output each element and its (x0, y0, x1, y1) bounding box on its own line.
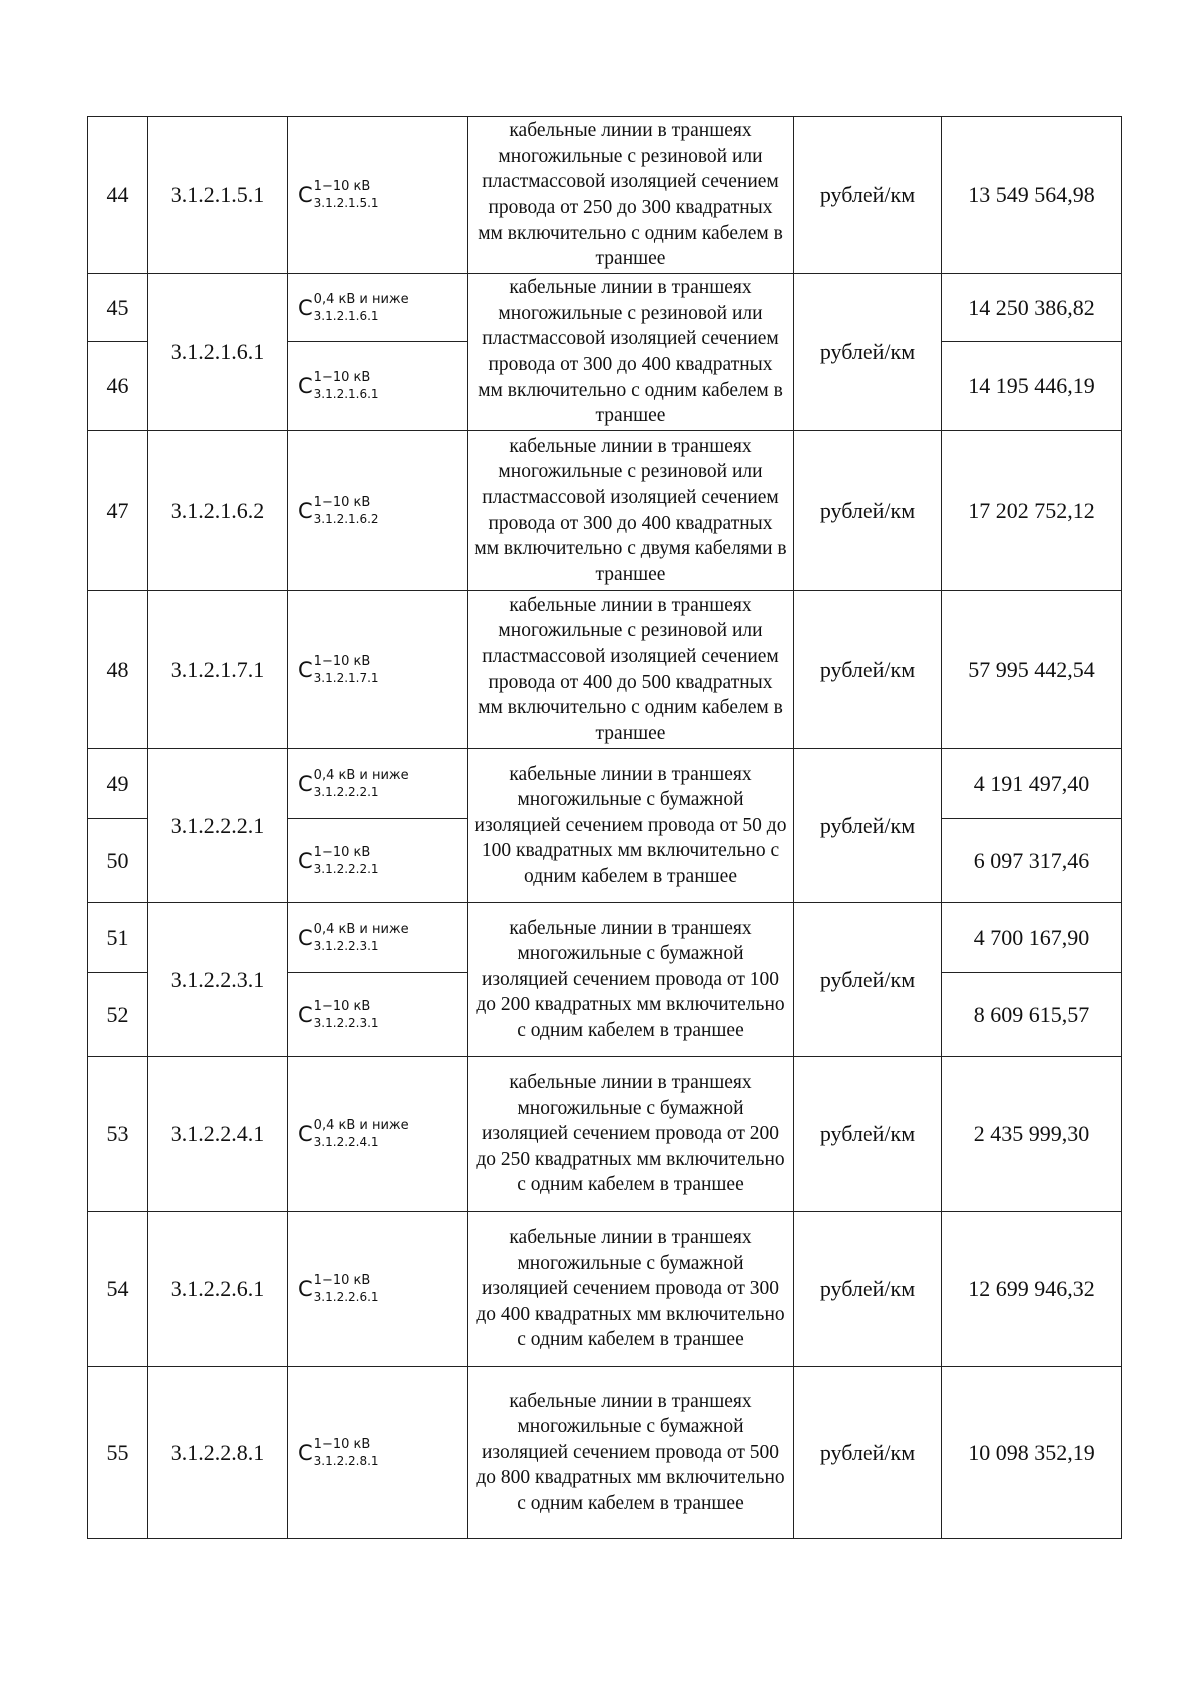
rate-code: 3.1.2.1.5.1 (148, 117, 288, 274)
rate-code: 3.1.2.2.2.1 (148, 749, 288, 903)
tariff-table (87, 116, 1122, 1539)
price: 2 435 999,30 (942, 1057, 1122, 1212)
table-row (88, 1057, 1122, 1212)
price: 12 699 946,32 (942, 1212, 1122, 1367)
price: 4 191 497,40 (942, 749, 1122, 819)
table-row (88, 591, 1122, 749)
row-number: 47 (88, 431, 148, 591)
rate-description: кабельные линии в траншеях многожильные с резиновой или пластмассовой изоляцией сечением провода от 300 до 400 квадратных мм включительно с одним кабелем в траншее (468, 274, 794, 431)
table-row (88, 1212, 1122, 1367)
rate-description: кабельные линии в траншеях многожильные с резиновой или пластмассовой изоляцией сечением провода от 400 до 500 квадратных мм включительно с одним кабелем в траншее (468, 591, 794, 749)
unit: рублей/км (794, 1057, 942, 1212)
rate-symbol: C 0,4 кВ и ниже 3.1.2.2.4.1 (288, 1057, 468, 1212)
rate-symbol: C 1−10 кВ 3.1.2.2.8.1 (288, 1367, 468, 1539)
unit: рублей/км (794, 903, 942, 1057)
price: 17 202 752,12 (942, 431, 1122, 591)
unit: рублей/км (794, 1367, 942, 1539)
table-row (88, 431, 1122, 591)
rate-description: кабельные линии в траншеях многожильные с бумажной изоляцией сечением провода от 100 до 200 квадратных мм включительно с одним кабелем в траншее (468, 903, 794, 1057)
rate-symbol: C 0,4 кВ и ниже 3.1.2.2.2.1 (288, 749, 468, 819)
rate-code: 3.1.2.2.8.1 (148, 1367, 288, 1539)
row-number: 49 (88, 749, 148, 819)
rate-symbol: C 0,4 кВ и ниже 3.1.2.2.3.1 (288, 903, 468, 973)
price: 13 549 564,98 (942, 117, 1122, 274)
row-number: 54 (88, 1212, 148, 1367)
unit: рублей/км (794, 431, 942, 591)
table-row (88, 117, 1122, 274)
unit: рублей/км (794, 274, 942, 431)
rate-symbol: C 1−10 кВ 3.1.2.1.7.1 (288, 591, 468, 749)
row-number: 44 (88, 117, 148, 274)
rate-description: кабельные линии в траншеях многожильные с бумажной изоляцией сечением провода от 50 до 100 квадратных мм включительно с одним кабелем в траншее (468, 749, 794, 903)
row-number: 53 (88, 1057, 148, 1212)
table-row (88, 903, 1122, 973)
unit: рублей/км (794, 117, 942, 274)
table-row (88, 1367, 1122, 1539)
rate-description: кабельные линии в траншеях многожильные с резиновой или пластмассовой изоляцией сечением провода от 300 до 400 квадратных мм включительно с двумя кабелями в траншее (468, 431, 794, 591)
row-number: 55 (88, 1367, 148, 1539)
rate-symbol: C 1−10 кВ 3.1.2.1.6.1 (288, 342, 468, 431)
price: 57 995 442,54 (942, 591, 1122, 749)
rate-code: 3.1.2.1.6.2 (148, 431, 288, 591)
unit: рублей/км (794, 749, 942, 903)
row-number: 50 (88, 819, 148, 903)
price: 10 098 352,19 (942, 1367, 1122, 1539)
unit: рублей/км (794, 1212, 942, 1367)
unit: рублей/км (794, 591, 942, 749)
rate-description: кабельные линии в траншеях многожильные с резиновой или пластмассовой изоляцией сечением провода от 250 до 300 квадратных мм включительно с одним кабелем в траншее (468, 117, 794, 274)
row-number: 51 (88, 903, 148, 973)
rate-symbol: C 1−10 кВ 3.1.2.2.6.1 (288, 1212, 468, 1367)
rate-symbol: C 0,4 кВ и ниже 3.1.2.1.6.1 (288, 274, 468, 342)
price: 14 250 386,82 (942, 274, 1122, 342)
row-number: 52 (88, 973, 148, 1057)
table-row (88, 274, 1122, 342)
price: 8 609 615,57 (942, 973, 1122, 1057)
price: 4 700 167,90 (942, 903, 1122, 973)
row-number: 46 (88, 342, 148, 431)
row-number: 45 (88, 274, 148, 342)
rate-symbol: C 1−10 кВ 3.1.2.1.6.2 (288, 431, 468, 591)
rate-symbol: C 1−10 кВ 3.1.2.2.3.1 (288, 973, 468, 1057)
rate-symbol: C 1−10 кВ 3.1.2.2.2.1 (288, 819, 468, 903)
rate-description: кабельные линии в траншеях многожильные с бумажной изоляцией сечением провода от 300 до 400 квадратных мм включительно с одним кабелем в траншее (468, 1212, 794, 1367)
price: 6 097 317,46 (942, 819, 1122, 903)
price: 14 195 446,19 (942, 342, 1122, 431)
rate-code: 3.1.2.2.6.1 (148, 1212, 288, 1367)
rate-symbol: C 1−10 кВ 3.1.2.1.5.1 (288, 117, 468, 274)
rate-description: кабельные линии в траншеях многожильные с бумажной изоляцией сечением провода от 500 до 800 квадратных мм включительно с одним кабелем в траншее (468, 1367, 794, 1539)
rate-description: кабельные линии в траншеях многожильные с бумажной изоляцией сечением провода от 200 до 250 квадратных мм включительно с одним кабелем в траншее (468, 1057, 794, 1212)
row-number: 48 (88, 591, 148, 749)
rate-code: 3.1.2.1.6.1 (148, 274, 288, 431)
rate-code: 3.1.2.2.3.1 (148, 903, 288, 1057)
rate-code: 3.1.2.2.4.1 (148, 1057, 288, 1212)
table-row (88, 749, 1122, 819)
rate-code: 3.1.2.1.7.1 (148, 591, 288, 749)
